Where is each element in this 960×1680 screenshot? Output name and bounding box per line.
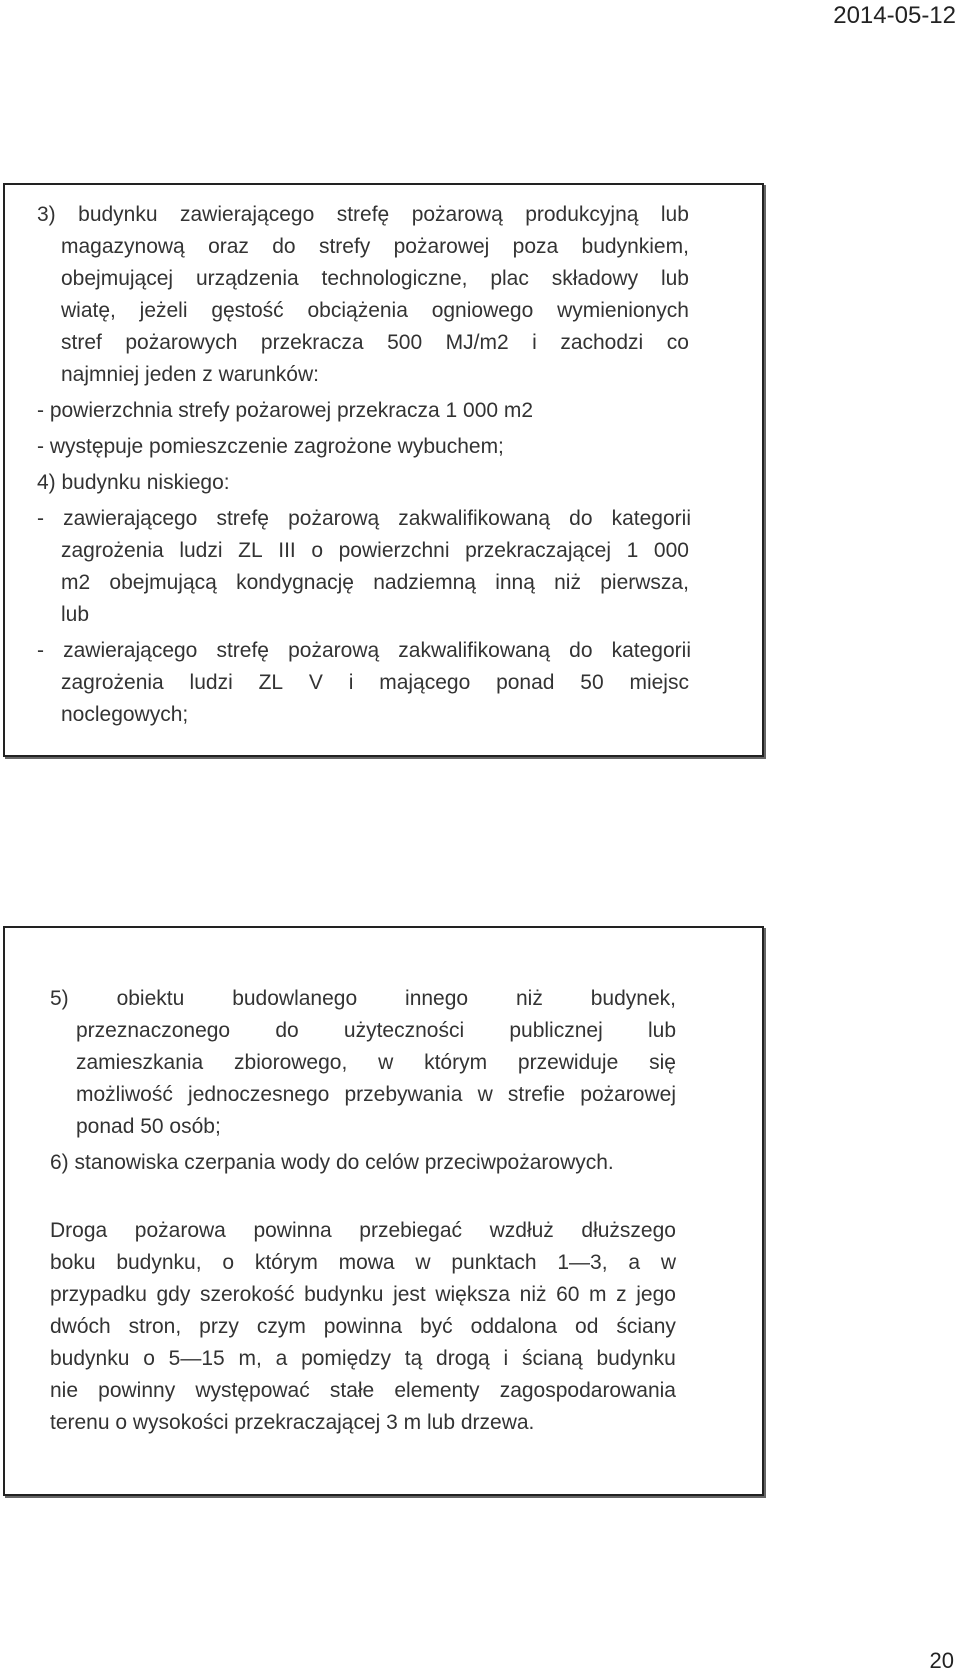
slide1-line-13: lub [61,603,90,626]
word: do [569,507,593,530]
word: inną [495,571,535,594]
word: pożarową [288,507,380,530]
word: a [275,1347,288,1370]
word: i [348,671,354,694]
word: m2 [61,571,91,594]
word: zawierającego [63,639,198,662]
word: być [420,1315,453,1338]
word: zawierającego [63,507,198,530]
word: 5—15 [168,1347,225,1370]
slide1-line-7: - powierzchnia strefy pożarowej przekracza 1 000 m2 [37,399,534,422]
word: przewiduje [517,1051,619,1074]
word: stron, [128,1315,182,1338]
word: większa [435,1283,511,1306]
word: 000 [653,539,689,562]
word: użyteczności [343,1019,465,1042]
word: budynku [50,1347,130,1370]
word: jego [636,1283,676,1306]
word: budynku [596,1347,676,1370]
word: zachodzi [560,331,644,354]
slide2-line-5: ponad 50 osób; [76,1115,221,1138]
slide2-line-13: terenu o wysokości przekraczającej 3 m lub drzewa. [50,1411,535,1434]
page-date: 2014-05-12 [833,2,956,29]
word: do [272,235,296,258]
slide2-line-3 [76,1047,676,1079]
word: pożarowych [125,331,238,354]
word: strefy [318,235,371,258]
slide1-line-1 [37,199,689,231]
word: publicznej [509,1019,603,1042]
word: oraz [208,235,249,258]
word: zawierającego [180,203,315,226]
word: powinna [323,1315,403,1338]
slide1-line-12 [61,567,689,599]
word: 500 [387,331,423,354]
word: przeznaczonego [76,1019,231,1042]
word: poza [512,235,559,258]
word: i [532,331,537,354]
word: czym [256,1315,306,1338]
word: zagrożenia [61,671,164,694]
word: m [589,1283,607,1306]
word: lub [660,203,689,226]
word: drogą [436,1347,490,1370]
word: jednoczesnego [188,1083,330,1106]
word: 50 [580,671,604,694]
word: w [477,1083,493,1106]
word: w [660,1251,676,1274]
word: ZL [238,539,263,562]
word: a [628,1251,641,1274]
word: 1—3, [557,1251,608,1274]
slide-2 [3,926,764,1496]
word: pożarowa [134,1219,226,1242]
word: zamieszkania [76,1051,204,1074]
slide1-line-5 [61,327,689,359]
word: - [37,639,44,662]
word: o [222,1251,235,1274]
word: dłuższego [581,1219,676,1242]
slide2-line-7 [50,1215,676,1247]
word: zbiorowego, [234,1051,348,1074]
slide2-line-6: 6) stanowiska czerpania wody do celów przeciwpożarowych. [50,1151,614,1174]
slide1-line-4 [61,295,689,327]
word: zagospodarowania [499,1379,676,1402]
word: obciążenia [307,299,408,322]
word: szerokość [199,1283,295,1306]
word: pożarowej [393,235,490,258]
slide1-line-8: - występuje pomieszczenie zagrożone wybuchem; [37,435,504,458]
word: obejmującą [109,571,217,594]
word: oddalona [470,1315,558,1338]
word: o [311,539,324,562]
word: stałe [329,1379,375,1402]
word: plac [490,267,529,290]
word: magazynową [61,235,185,258]
word: urządzenia [195,267,299,290]
word: nadziemną [373,571,476,594]
word: do [275,1019,299,1042]
word: jest [393,1283,426,1306]
slide1-line-6: najmniej jeden z warunków: [61,363,319,386]
word: którym [254,1251,318,1274]
word: ludzi [179,539,223,562]
word: budynkiem, [581,235,689,258]
word: innego [405,987,469,1010]
word: ZL [258,671,284,694]
word: 3) [37,203,56,226]
slide1-line-15 [61,667,689,699]
word: budynek, [590,987,676,1010]
word: budowlanego [232,987,358,1010]
word: obiektu [116,987,185,1010]
word: przypadku [50,1283,147,1306]
word: wymienionych [557,299,689,322]
word: przekraczającej [465,539,612,562]
word: od [575,1315,599,1338]
word: mowa [338,1251,395,1274]
word: zagrożenia [61,539,164,562]
word: wiatę, [61,299,116,322]
word: budynku [304,1283,384,1306]
word: miejsc [629,671,689,694]
word: 1 [626,539,639,562]
word: i [503,1347,509,1370]
word: obejmującej [61,267,174,290]
word: V [308,671,323,694]
word: do [569,639,593,662]
slide2-line-9 [50,1279,676,1311]
word: ludzi [189,671,233,694]
word: gdy [156,1283,191,1306]
word: III [278,539,296,562]
word: gęstość [211,299,284,322]
slide2-line-12 [50,1375,676,1407]
word: powinny [98,1379,176,1402]
slide-1 [3,183,764,757]
word: składowy [551,267,639,290]
word: przebiegać [359,1219,463,1242]
word: lub [647,1019,676,1042]
word: w [415,1251,431,1274]
word: w [378,1051,394,1074]
word: niż [515,987,543,1010]
word: kondygnację [236,571,354,594]
slide2-line-2 [76,1015,676,1047]
slide1-line-10 [37,503,691,535]
word: powierzchni [338,539,450,562]
word: pomiędzy [301,1347,391,1370]
word: ścianą [521,1347,583,1370]
word: przekracza [260,331,364,354]
word: 60 [556,1283,580,1306]
word: się [649,1051,676,1074]
word: pożarową [411,203,503,226]
word: budynku [78,203,158,226]
word: przy [199,1315,239,1338]
word: Droga [50,1219,108,1242]
word: z [616,1283,627,1306]
word: tą [404,1347,423,1370]
slide1-line-3 [61,263,689,295]
slide2-line-11 [50,1343,676,1375]
slide2-line-4 [76,1079,676,1111]
word: zakwalifikowaną [398,639,551,662]
word: ściany [616,1315,676,1338]
word: kategorii [611,507,691,530]
word: boku [50,1251,96,1274]
word: elementy [394,1379,480,1402]
word: którym [424,1051,488,1074]
word: strefę [216,639,269,662]
slide2-line-1 [50,983,676,1015]
word: kategorii [611,639,691,662]
word: niż [519,1283,547,1306]
slide1-line-9: 4) budynku niskiego: [37,471,230,494]
word: jeżeli [139,299,188,322]
word: produkcyjną [525,203,639,226]
word: możliwość [76,1083,173,1106]
word: pożarową [288,639,380,662]
word: dwóch [50,1315,111,1338]
slide2-line-10 [50,1311,676,1343]
word: pożarowej [580,1083,676,1106]
word: mającego [379,671,471,694]
word: lub [660,267,689,290]
slide1-line-14 [37,635,691,667]
word: powinna [253,1219,332,1242]
word: ponad [496,671,555,694]
word: o [143,1347,155,1370]
word: 5) [50,987,69,1010]
slide1-line-16: noclegowych; [61,703,189,726]
word: budynku, [116,1251,202,1274]
slide1-line-11 [61,535,689,567]
word: przebywania [344,1083,463,1106]
page-number: 20 [929,1648,954,1673]
word: technologiczne, [321,267,468,290]
word: wzdłuż [489,1219,554,1242]
slide1-line-2 [61,231,689,263]
word: nie [50,1379,79,1402]
word: - [37,507,44,530]
word: występować [195,1379,310,1402]
word: strefie [507,1083,566,1106]
word: m, [238,1347,262,1370]
word: pierwsza, [600,571,689,594]
word: zakwalifikowaną [398,507,551,530]
word: co [666,331,689,354]
slide2-line-8 [50,1247,676,1279]
word: ogniowego [431,299,534,322]
word: strefę [216,507,269,530]
word: niż [554,571,581,594]
word: punktach [451,1251,537,1274]
word: MJ/m2 [445,331,509,354]
word: strefę [336,203,390,226]
word: stref [61,331,102,354]
